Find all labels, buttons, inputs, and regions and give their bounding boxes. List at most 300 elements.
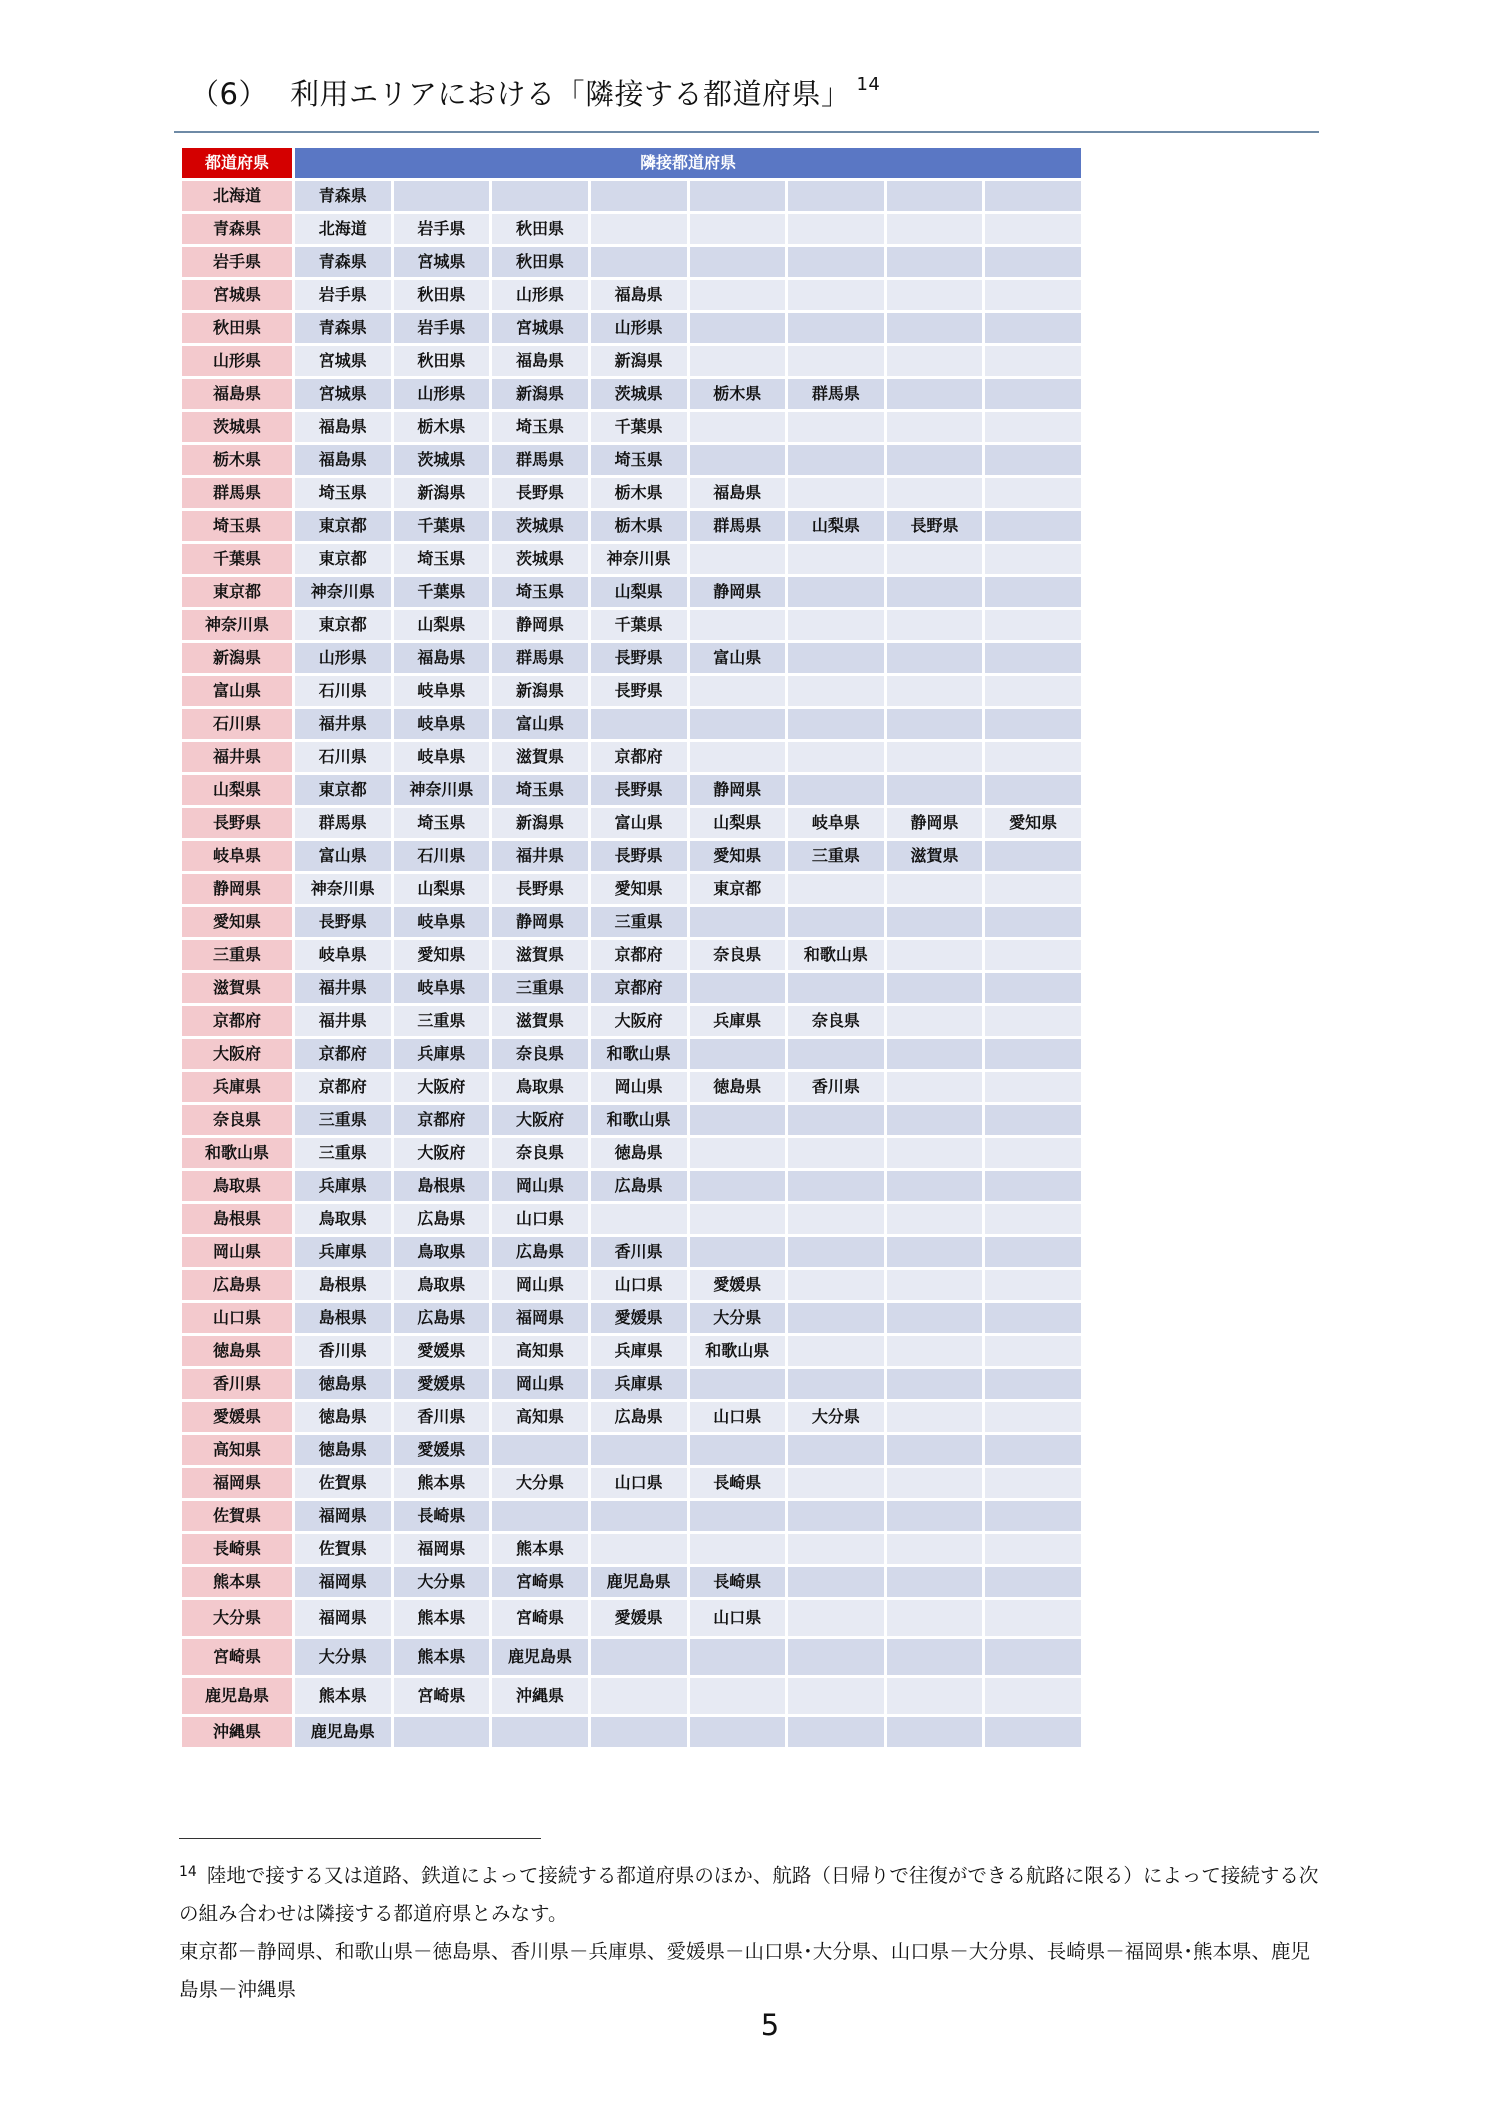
- adjacent-cell: [591, 1435, 687, 1465]
- adjacent-cell: [690, 1639, 786, 1675]
- adjacent-cell: 広島県: [394, 1204, 490, 1234]
- adjacent-cell: 三重県: [788, 841, 884, 871]
- adjacent-cell: 新潟県: [492, 676, 588, 706]
- adjacent-cell: 宮城県: [394, 247, 490, 277]
- prefecture-cell: 長野県: [182, 808, 292, 838]
- adjacent-cell: [591, 1204, 687, 1234]
- adjacent-cell: [887, 940, 983, 970]
- adjacent-cell: [690, 247, 786, 277]
- adjacent-cell: 長崎県: [690, 1468, 786, 1498]
- page-number: 5: [760, 2008, 780, 2042]
- prefecture-cell: 秋田県: [182, 313, 292, 343]
- adjacent-cell: 鹿児島県: [591, 1567, 687, 1597]
- adjacent-cell: [985, 214, 1081, 244]
- adjacent-cell: 山形県: [591, 313, 687, 343]
- adjacent-cell: 山口県: [690, 1402, 786, 1432]
- table-row: [182, 742, 1081, 772]
- adjacent-cell: [887, 379, 983, 409]
- table-row: [182, 841, 1081, 871]
- prefecture-cell: 高知県: [182, 1435, 292, 1465]
- adjacent-cell: [690, 1369, 786, 1399]
- adjacent-cell: 富山県: [295, 841, 391, 871]
- table-row: [182, 1534, 1081, 1564]
- adjacent-cell: [887, 1678, 983, 1714]
- adjacent-cell: 静岡県: [492, 610, 588, 640]
- prefecture-cell: 愛知県: [182, 907, 292, 937]
- adjacent-cell: 福島県: [591, 280, 687, 310]
- adjacent-cell: 秋田県: [492, 214, 588, 244]
- adjacent-cell: 兵庫県: [394, 1039, 490, 1069]
- adjacent-cell: 千葉県: [394, 577, 490, 607]
- adjacent-cell: [788, 1105, 884, 1135]
- adjacent-cell: 長崎県: [690, 1567, 786, 1597]
- adjacent-cell: 広島県: [591, 1171, 687, 1201]
- adjacent-cell: [690, 610, 786, 640]
- prefecture-cell: 東京都: [182, 577, 292, 607]
- adjacent-cell: 茨城県: [492, 511, 588, 541]
- table-row: [182, 1468, 1081, 1498]
- table-row: [182, 1138, 1081, 1168]
- adjacent-cell: 大分県: [394, 1567, 490, 1597]
- adjacent-cell: 滋賀県: [492, 742, 588, 772]
- prefecture-cell: 茨城県: [182, 412, 292, 442]
- section-heading: [190, 72, 880, 113]
- adjacent-cell: 山口県: [591, 1270, 687, 1300]
- adjacent-cell: [887, 1072, 983, 1102]
- adjacent-cell: 和歌山県: [591, 1039, 687, 1069]
- adjacent-cell: [690, 181, 786, 211]
- adjacent-cell: 岡山県: [492, 1270, 588, 1300]
- adjacent-cell: 群馬県: [492, 445, 588, 475]
- adjacent-cell: 岡山県: [492, 1171, 588, 1201]
- adjacent-cell: 福島県: [394, 643, 490, 673]
- table-row: [182, 1717, 1081, 1747]
- prefecture-cell: 大分県: [182, 1600, 292, 1636]
- adjacent-cell: 滋賀県: [492, 1006, 588, 1036]
- table-row: [182, 313, 1081, 343]
- prefecture-cell: 熊本県: [182, 1567, 292, 1597]
- prefecture-cell: 愛媛県: [182, 1402, 292, 1432]
- adjacent-cell: 秋田県: [492, 247, 588, 277]
- footnote-ref: 14: [856, 74, 881, 95]
- adjacent-cell: [985, 1039, 1081, 1069]
- table-row: [182, 1678, 1081, 1714]
- adjacent-cell: [788, 1237, 884, 1267]
- adjacent-cell: [887, 610, 983, 640]
- adjacent-cell: [690, 1204, 786, 1234]
- table-row: [182, 280, 1081, 310]
- adjacent-cell: [887, 544, 983, 574]
- adjacent-cell: 愛知県: [394, 940, 490, 970]
- adjacent-cell: 香川県: [788, 1072, 884, 1102]
- adjacent-cell: 島根県: [394, 1171, 490, 1201]
- adjacent-cell: [788, 247, 884, 277]
- section-title: 利用エリアにおける「隣接する都道府県」: [289, 77, 851, 111]
- adjacent-cell: [887, 577, 983, 607]
- adjacent-cell: 神奈川県: [591, 544, 687, 574]
- table-row: [182, 643, 1081, 673]
- adjacent-cell: 静岡県: [690, 577, 786, 607]
- adjacent-cell: [887, 346, 983, 376]
- adjacent-cell: 熊本県: [492, 1534, 588, 1564]
- adjacent-cell: [887, 1039, 983, 1069]
- prefecture-cell: 岡山県: [182, 1237, 292, 1267]
- adjacent-cell: [788, 1138, 884, 1168]
- table-row: [182, 1204, 1081, 1234]
- adjacent-cell: 埼玉県: [394, 808, 490, 838]
- table-row: [182, 379, 1081, 409]
- adjacent-cell: 宮城県: [295, 346, 391, 376]
- adjacent-cell: 奈良県: [690, 940, 786, 970]
- table-row: [182, 709, 1081, 739]
- adjacent-cell: 熊本県: [394, 1639, 490, 1675]
- adjacent-cell: 新潟県: [492, 808, 588, 838]
- adjacent-cell: [985, 841, 1081, 871]
- prefecture-cell: 鳥取県: [182, 1171, 292, 1201]
- adjacent-cell: 奈良県: [492, 1039, 588, 1069]
- adjacent-cell: 岐阜県: [394, 907, 490, 937]
- adjacent-cell: [985, 1678, 1081, 1714]
- adjacent-cell: [788, 181, 884, 211]
- adjacent-cell: [887, 1237, 983, 1267]
- adjacent-cell: 鹿児島県: [295, 1717, 391, 1747]
- adjacent-cell: [788, 1639, 884, 1675]
- adjacent-cell: 神奈川県: [295, 874, 391, 904]
- adjacent-cell: [492, 181, 588, 211]
- adjacent-cell: 茨城県: [492, 544, 588, 574]
- adjacent-cell: 兵庫県: [295, 1237, 391, 1267]
- adjacent-cell: [788, 1369, 884, 1399]
- adjacent-cell: [985, 544, 1081, 574]
- adjacent-cell: [985, 1105, 1081, 1135]
- adjacent-cell: 埼玉県: [492, 412, 588, 442]
- adjacent-cell: 福井県: [492, 841, 588, 871]
- adjacent-cell: 広島県: [492, 1237, 588, 1267]
- adjacent-cell: 神奈川県: [295, 577, 391, 607]
- prefecture-cell: 新潟県: [182, 643, 292, 673]
- adjacent-cell: 福井県: [295, 973, 391, 1003]
- adjacent-cell: [887, 181, 983, 211]
- footnote-divider: [179, 1838, 541, 1839]
- adjacent-cell: [788, 1600, 884, 1636]
- adjacent-cell: 長野県: [591, 841, 687, 871]
- prefecture-cell: 埼玉県: [182, 511, 292, 541]
- adjacent-cell: [690, 742, 786, 772]
- adjacent-cell: [985, 247, 1081, 277]
- adjacent-cell: 青森県: [295, 181, 391, 211]
- table-row: [182, 412, 1081, 442]
- adjacent-cell: [690, 346, 786, 376]
- adjacent-cell: [887, 1639, 983, 1675]
- adjacent-cell: [690, 1138, 786, 1168]
- adjacent-cell: 長野県: [492, 478, 588, 508]
- adjacent-cell: [887, 1171, 983, 1201]
- prefecture-cell: 長崎県: [182, 1534, 292, 1564]
- adjacent-cell: 富山県: [591, 808, 687, 838]
- adjacent-cell: 山梨県: [394, 610, 490, 640]
- adjacent-cell: 長野県: [591, 775, 687, 805]
- adjacent-cell: 栃木県: [394, 412, 490, 442]
- adjacent-cell: 福島県: [492, 346, 588, 376]
- adjacent-cell: 静岡県: [492, 907, 588, 937]
- adjacent-cell: 三重県: [591, 907, 687, 937]
- adjacent-cell: 群馬県: [690, 511, 786, 541]
- adjacent-cell: 奈良県: [788, 1006, 884, 1036]
- adjacent-cell: [690, 313, 786, 343]
- adjacent-cell: 大分県: [788, 1402, 884, 1432]
- adjacent-cell: [887, 874, 983, 904]
- adjacent-cell: 滋賀県: [887, 841, 983, 871]
- prefecture-cell: 福井県: [182, 742, 292, 772]
- adjacent-cell: [985, 478, 1081, 508]
- prefecture-cell: 和歌山県: [182, 1138, 292, 1168]
- adjacent-cell: [887, 1501, 983, 1531]
- adjacent-cell: 徳島県: [591, 1138, 687, 1168]
- adjacent-cell: 山形県: [295, 643, 391, 673]
- adjacent-cell: [887, 1303, 983, 1333]
- adjacent-cell: 大分県: [295, 1639, 391, 1675]
- table-row: [182, 1402, 1081, 1432]
- adjacent-cell: [591, 247, 687, 277]
- adjacent-cell: 佐賀県: [295, 1534, 391, 1564]
- header-prefecture: 都道府県: [182, 148, 292, 178]
- adjacent-cell: 三重県: [492, 973, 588, 1003]
- adjacent-cell: 山梨県: [394, 874, 490, 904]
- prefecture-cell: 青森県: [182, 214, 292, 244]
- adjacent-cell: [788, 643, 884, 673]
- adjacent-cell: [985, 676, 1081, 706]
- adjacent-cell: [887, 709, 983, 739]
- adjacent-cell: [788, 1270, 884, 1300]
- adjacent-cell: 山梨県: [690, 808, 786, 838]
- adjacent-cell: 東京都: [295, 511, 391, 541]
- adjacent-cell: [788, 1501, 884, 1531]
- adjacent-cell: [985, 1204, 1081, 1234]
- prefecture-cell: 神奈川県: [182, 610, 292, 640]
- adjacent-cell: [985, 1468, 1081, 1498]
- adjacent-cell: 秋田県: [394, 280, 490, 310]
- adjacent-cell: 青森県: [295, 313, 391, 343]
- table-row: [182, 1072, 1081, 1102]
- prefecture-cell: 香川県: [182, 1369, 292, 1399]
- adjacent-cell: [788, 973, 884, 1003]
- adjacent-cell: [788, 610, 884, 640]
- adjacent-cell: [788, 1717, 884, 1747]
- adjacent-cell: [887, 280, 983, 310]
- adjacent-cell: [985, 313, 1081, 343]
- adjacent-cell: 群馬県: [788, 379, 884, 409]
- adjacent-cell: [985, 511, 1081, 541]
- adjacent-cell: [887, 1402, 983, 1432]
- adjacent-cell: [985, 412, 1081, 442]
- adjacent-cell: 山口県: [591, 1468, 687, 1498]
- adjacent-cell: [887, 1435, 983, 1465]
- table-row: [182, 1237, 1081, 1267]
- adjacent-cell: [985, 346, 1081, 376]
- adjacent-cell: 宮城県: [295, 379, 391, 409]
- prefecture-cell: 岐阜県: [182, 841, 292, 871]
- adjacent-cell: 千葉県: [591, 412, 687, 442]
- adjacent-cell: 和歌山県: [690, 1336, 786, 1366]
- adjacent-cell: [985, 1639, 1081, 1675]
- table-row: [182, 214, 1081, 244]
- adjacent-cell: [788, 1204, 884, 1234]
- adjacent-cell: [788, 346, 884, 376]
- adjacent-cell: 埼玉県: [492, 775, 588, 805]
- prefecture-cell: 岩手県: [182, 247, 292, 277]
- adjacent-cell: [887, 445, 983, 475]
- adjacent-cell: 鹿児島県: [492, 1639, 588, 1675]
- table-row: [182, 1435, 1081, 1465]
- adjacent-cell: 東京都: [690, 874, 786, 904]
- adjacent-cell: 福井県: [295, 709, 391, 739]
- adjacent-cell: [788, 412, 884, 442]
- adjacent-cell: 富山県: [492, 709, 588, 739]
- adjacent-cell: 山形県: [394, 379, 490, 409]
- adjacent-cell: 宮崎県: [394, 1678, 490, 1714]
- adjacent-cell: 高知県: [492, 1336, 588, 1366]
- adjacent-cell: [887, 1567, 983, 1597]
- adjacent-cell: [690, 973, 786, 1003]
- table-row: [182, 808, 1081, 838]
- adjacent-cell: [985, 1138, 1081, 1168]
- adjacent-cell: 京都府: [591, 742, 687, 772]
- adjacent-cell: 福岡県: [295, 1501, 391, 1531]
- adjacent-cell: 福島県: [690, 478, 786, 508]
- table-row: [182, 445, 1081, 475]
- prefecture-cell: 兵庫県: [182, 1072, 292, 1102]
- adjacent-cell: 京都府: [591, 973, 687, 1003]
- table-row: [182, 346, 1081, 376]
- adjacent-cell: [985, 709, 1081, 739]
- adjacent-cell: [887, 643, 983, 673]
- footnote-number: 14: [179, 1864, 197, 1880]
- adjacent-cell: 長野県: [492, 874, 588, 904]
- adjacent-cell: [887, 1204, 983, 1234]
- prefecture-cell: 北海道: [182, 181, 292, 211]
- prefecture-cell: 宮城県: [182, 280, 292, 310]
- adjacent-cell: [690, 1237, 786, 1267]
- adjacent-cell: [690, 1435, 786, 1465]
- adjacent-cell: 岩手県: [295, 280, 391, 310]
- adjacent-cell: [788, 907, 884, 937]
- section-number: （6）: [190, 77, 268, 111]
- adjacent-cell: [690, 1171, 786, 1201]
- table-row: [182, 247, 1081, 277]
- prefecture-cell: 千葉県: [182, 544, 292, 574]
- adjacent-cell: [985, 1567, 1081, 1597]
- prefecture-cell: 富山県: [182, 676, 292, 706]
- adjacent-cell: 福岡県: [492, 1303, 588, 1333]
- adjacent-cell: 大分県: [492, 1468, 588, 1498]
- adjacent-cell: 茨城県: [394, 445, 490, 475]
- table-row: [182, 973, 1081, 1003]
- adjacent-cell: [887, 214, 983, 244]
- adjacent-cell: [690, 544, 786, 574]
- adjacent-cell: [591, 1717, 687, 1747]
- adjacent-cell: [690, 907, 786, 937]
- adjacent-cell: 和歌山県: [591, 1105, 687, 1135]
- adjacent-cell: 石川県: [295, 742, 391, 772]
- adjacent-cell: [690, 445, 786, 475]
- prefecture-cell: 山梨県: [182, 775, 292, 805]
- adjacent-cell: 鳥取県: [492, 1072, 588, 1102]
- adjacent-cell: 栃木県: [690, 379, 786, 409]
- adjacent-cell: 新潟県: [394, 478, 490, 508]
- table-row: [182, 1171, 1081, 1201]
- adjacent-cell: 島根県: [295, 1303, 391, 1333]
- table-row: [182, 940, 1081, 970]
- adjacent-cell: [788, 445, 884, 475]
- adjacent-cell: [591, 181, 687, 211]
- adjacent-cell: [690, 412, 786, 442]
- adjacent-cell: [788, 544, 884, 574]
- adjacent-cell: 山口県: [492, 1204, 588, 1234]
- adjacent-cell: 熊本県: [394, 1468, 490, 1498]
- table-row: [182, 676, 1081, 706]
- adjacent-cell: 愛知県: [985, 808, 1081, 838]
- adjacent-cell: 奈良県: [492, 1138, 588, 1168]
- adjacent-cell: [985, 1270, 1081, 1300]
- adjacent-cell: 山口県: [690, 1600, 786, 1636]
- table-row: [182, 1600, 1081, 1636]
- heading-rule: [174, 131, 1319, 133]
- adjacent-cell: 福岡県: [394, 1534, 490, 1564]
- adjacent-cell: 鳥取県: [295, 1204, 391, 1234]
- adjacent-cell: [985, 1006, 1081, 1036]
- adjacent-cell: 長野県: [591, 643, 687, 673]
- adjacent-cell: [591, 214, 687, 244]
- adjacent-cell: 長野県: [591, 676, 687, 706]
- adjacent-cell: 三重県: [295, 1105, 391, 1135]
- adjacent-cell: 宮崎県: [492, 1567, 588, 1597]
- adjacent-cell: 沖縄県: [492, 1678, 588, 1714]
- adjacent-cell: 栃木県: [591, 511, 687, 541]
- adjacent-cell: 愛媛県: [591, 1600, 687, 1636]
- prefecture-cell: 滋賀県: [182, 973, 292, 1003]
- adjacent-cell: 香川県: [591, 1237, 687, 1267]
- prefecture-cell: 大阪府: [182, 1039, 292, 1069]
- adjacent-cell: 大阪府: [394, 1138, 490, 1168]
- adjacent-cell: [788, 742, 884, 772]
- adjacent-cell: [887, 742, 983, 772]
- adjacent-cell: [887, 247, 983, 277]
- adjacent-cell: 兵庫県: [591, 1369, 687, 1399]
- adjacent-cell: [985, 610, 1081, 640]
- adjacent-cell: [887, 1369, 983, 1399]
- adjacent-cell: [394, 181, 490, 211]
- adjacent-cell: [690, 1717, 786, 1747]
- adjacent-cell: 兵庫県: [591, 1336, 687, 1366]
- prefecture-cell: 徳島県: [182, 1336, 292, 1366]
- prefecture-cell: 島根県: [182, 1204, 292, 1234]
- adjacent-cell: 佐賀県: [295, 1468, 391, 1498]
- adjacent-cell: 愛媛県: [394, 1369, 490, 1399]
- adjacent-cell: [690, 1105, 786, 1135]
- adjacent-cell: 埼玉県: [492, 577, 588, 607]
- adjacent-cell: 広島県: [394, 1303, 490, 1333]
- prefecture-cell: 京都府: [182, 1006, 292, 1036]
- adjacent-cell: [985, 1336, 1081, 1366]
- adjacent-cell: [788, 1171, 884, 1201]
- adjacent-cell: [887, 412, 983, 442]
- adjacent-cell: [985, 742, 1081, 772]
- adjacent-cell: 茨城県: [591, 379, 687, 409]
- adjacent-cell: 千葉県: [591, 610, 687, 640]
- table-row: [182, 775, 1081, 805]
- adjacent-cell: 福岡県: [295, 1567, 391, 1597]
- adjacent-cell: 愛媛県: [394, 1435, 490, 1465]
